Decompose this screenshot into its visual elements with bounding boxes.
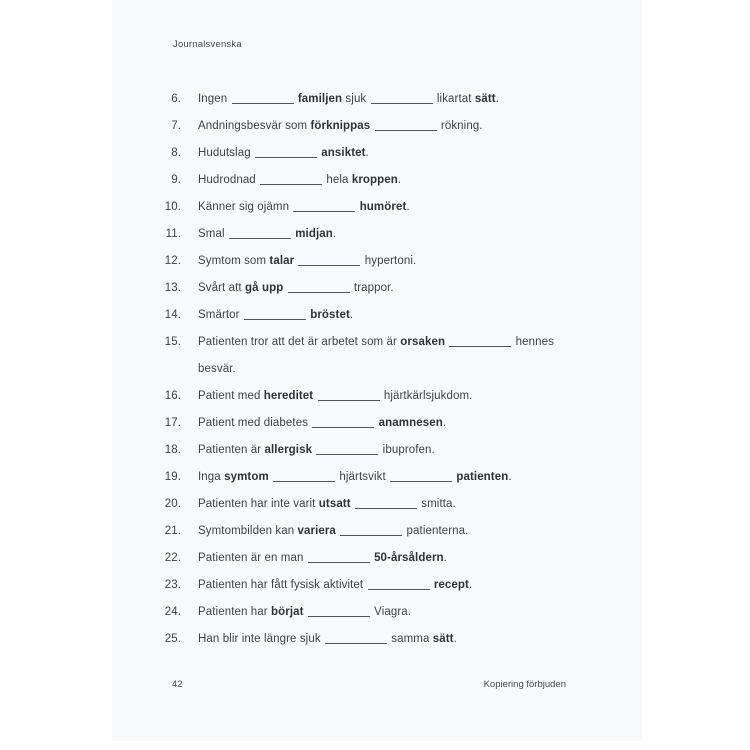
plain-text — [304, 606, 307, 618]
plain-text: . — [332, 228, 337, 240]
emphasized-word: sätt — [474, 93, 496, 105]
running-header: Journalsvenska — [173, 39, 242, 50]
plain-text — [336, 525, 339, 537]
plain-text: smitta. — [417, 498, 456, 510]
item-text — [198, 140, 642, 167]
exercise-item — [112, 86, 642, 113]
plain-text: . — [453, 633, 457, 645]
plain-text: Patienten är — [198, 444, 265, 456]
emphasized-word: orsaken — [400, 336, 446, 348]
fill-in-blank-line — [390, 470, 452, 482]
item-number: 18. — [164, 444, 181, 456]
fill-in-blank-line — [375, 119, 437, 131]
item-number: 7. — [171, 120, 181, 132]
emphasized-word: symtom — [224, 471, 269, 483]
emphasized-word: hereditet — [263, 390, 314, 402]
plain-text — [283, 282, 286, 294]
emphasized-word: variera — [297, 525, 336, 537]
item-text — [198, 329, 642, 383]
exercise-item — [112, 275, 642, 302]
emphasized-word: sätt — [432, 633, 454, 645]
item-number: 20. — [164, 498, 181, 510]
item-number: 19. — [164, 471, 181, 483]
exercise-item — [112, 599, 642, 626]
fill-in-blank-line — [312, 416, 374, 428]
item-text — [198, 572, 642, 599]
item-number: 25. — [164, 633, 181, 645]
item-number: 16. — [164, 390, 181, 402]
item-text — [198, 302, 642, 329]
plain-text: . — [468, 579, 473, 591]
plain-text: Patienten har fått fysisk aktivitet — [198, 579, 367, 591]
plain-text — [269, 471, 272, 483]
exercise-item — [112, 194, 642, 221]
emphasized-word: 50-årsåldern — [374, 552, 444, 564]
item-number: 11. — [165, 228, 181, 240]
copyright-notice: Kopiering förbjuden — [483, 679, 566, 690]
fill-in-blank-line — [316, 443, 378, 455]
emphasized-word: förknippas — [310, 120, 371, 132]
item-number: 23. — [164, 579, 181, 591]
plain-text: . — [495, 93, 500, 105]
item-text — [198, 545, 642, 572]
plain-text: Symtombilden kan — [198, 525, 298, 537]
plain-text — [351, 498, 354, 510]
plain-text: Patienten har — [198, 606, 272, 618]
plain-text: . — [406, 201, 410, 213]
emphasized-word: talar — [269, 255, 295, 267]
plain-text: Hudrodnad — [198, 174, 260, 186]
plain-text: Patient med — [198, 390, 264, 402]
item-number: 6. — [171, 93, 181, 105]
plain-text: . — [365, 147, 369, 159]
fill-in-blank-line — [368, 578, 430, 590]
plain-text: hennes — [512, 336, 554, 348]
plain-text: Han blir inte längre sjuk — [198, 633, 324, 645]
item-number: 8. — [171, 147, 181, 159]
plain-text: hypertoni. — [361, 255, 417, 267]
item-number: 10. — [164, 201, 181, 213]
emphasized-word: utsatt — [318, 498, 351, 510]
exercise-item — [112, 221, 642, 248]
fill-in-blank-line — [308, 605, 370, 617]
plain-text: Patienten tror att det är arbetet som är — [198, 336, 401, 348]
plain-text: Ingen — [198, 93, 231, 105]
fill-in-blank-line — [273, 470, 335, 482]
item-number: 9. — [171, 174, 181, 186]
exercise-item — [112, 572, 642, 599]
fill-in-blank-line — [229, 227, 291, 239]
plain-text: hela — [323, 174, 352, 186]
exercise-item — [112, 383, 642, 410]
item-text — [198, 383, 642, 410]
plain-text: Inga — [198, 471, 225, 483]
item-text — [198, 221, 642, 248]
item-number: 13. — [164, 282, 181, 294]
plain-text — [294, 255, 297, 267]
plain-text: rökning. — [437, 120, 483, 132]
plain-text: patienterna. — [403, 525, 469, 537]
plain-text — [312, 444, 315, 456]
plain-text: ibuprofen. — [379, 444, 435, 456]
item-text — [198, 491, 642, 518]
plain-text: Smal — [198, 228, 228, 240]
plain-text: hjärtsvikt — [336, 471, 390, 483]
exercise-list — [112, 86, 642, 653]
item-text — [198, 113, 642, 140]
exercise-item — [112, 437, 642, 464]
fill-in-blank-line — [449, 335, 511, 347]
plain-text: . — [508, 471, 512, 483]
fill-in-blank-line — [244, 308, 306, 320]
plain-text: Viagra. — [370, 606, 412, 618]
item-text — [198, 86, 642, 113]
item-text — [198, 167, 642, 194]
fill-in-blank-line — [293, 200, 355, 212]
plain-text: . — [397, 174, 402, 186]
item-text — [198, 464, 642, 491]
fill-in-blank-line — [325, 632, 387, 644]
plain-text: Symtom som — [198, 255, 270, 267]
item-number: 17. — [164, 417, 181, 429]
plain-text: trappor. — [350, 282, 394, 294]
item-number: 21. — [164, 525, 181, 537]
exercise-item — [112, 329, 642, 383]
emphasized-word: ansiktet — [321, 147, 366, 159]
plain-text: . — [349, 309, 354, 321]
item-number: 24. — [164, 606, 181, 618]
emphasized-word: gå upp — [245, 282, 284, 294]
emphasized-word: börjat — [271, 606, 304, 618]
plain-text: Hudutslag — [198, 147, 254, 159]
exercise-item — [112, 626, 642, 653]
exercise-item — [112, 518, 642, 545]
item-text — [198, 626, 642, 653]
item-text — [198, 275, 642, 302]
item-number: 12. — [164, 255, 181, 267]
exercise-item — [112, 491, 642, 518]
plain-text: Patient med diabetes — [198, 417, 312, 429]
plain-text: samma — [387, 633, 433, 645]
plain-text: . — [442, 417, 447, 429]
exercise-item — [112, 140, 642, 167]
exercise-item — [112, 410, 642, 437]
plain-text — [313, 390, 316, 402]
emphasized-word: recept — [433, 579, 469, 591]
fill-in-blank-line — [288, 281, 350, 293]
fill-in-blank-line — [232, 92, 294, 104]
plain-text: Patienten har inte varit — [198, 498, 319, 510]
emphasized-word: midjan — [295, 228, 333, 240]
emphasized-word: kroppen — [351, 174, 398, 186]
emphasized-word: humöret — [359, 201, 407, 213]
exercise-item — [112, 167, 642, 194]
plain-text: Smärtor — [198, 309, 243, 321]
exercise-item — [112, 248, 642, 275]
item-text — [198, 410, 642, 437]
emphasized-word: patienten — [456, 471, 509, 483]
plain-text: . — [443, 552, 447, 564]
fill-in-blank-line — [318, 389, 380, 401]
item-text — [198, 248, 642, 275]
item-text — [198, 194, 642, 221]
fill-in-blank-line — [308, 551, 370, 563]
exercise-item — [112, 113, 642, 140]
emphasized-word: bröstet — [310, 309, 350, 321]
item-number: 15. — [164, 336, 181, 348]
document-page — [112, 0, 642, 741]
fill-in-blank-line — [355, 497, 417, 509]
exercise-item — [112, 464, 642, 491]
exercise-item — [112, 302, 642, 329]
plain-text: Känner sig ojämn — [198, 201, 293, 213]
item-text — [198, 437, 642, 464]
plain-text: besvär. — [198, 363, 236, 375]
exercise-item — [112, 545, 642, 572]
page-number: 42 — [172, 679, 183, 690]
fill-in-blank-line — [260, 173, 322, 185]
fill-in-blank-line — [255, 146, 317, 158]
item-number: 22. — [164, 552, 181, 564]
plain-text: sjuk — [342, 93, 370, 105]
emphasized-word: allergisk — [264, 444, 313, 456]
plain-text: Svårt att — [198, 282, 246, 294]
item-text — [198, 599, 642, 626]
plain-text — [370, 120, 373, 132]
emphasized-word: familjen — [297, 93, 343, 105]
plain-text: hjärtkärlsjukdom. — [380, 390, 473, 402]
fill-in-blank-line — [371, 92, 433, 104]
fill-in-blank-line — [340, 524, 402, 536]
item-text — [198, 518, 642, 545]
plain-text — [445, 336, 448, 348]
emphasized-word: anamnesen — [378, 417, 443, 429]
item-number: 14. — [164, 309, 181, 321]
plain-text: Andningsbesvär som — [198, 120, 311, 132]
plain-text: Patienten är en man — [198, 552, 307, 564]
fill-in-blank-line — [298, 254, 360, 266]
plain-text: likartat — [433, 93, 475, 105]
